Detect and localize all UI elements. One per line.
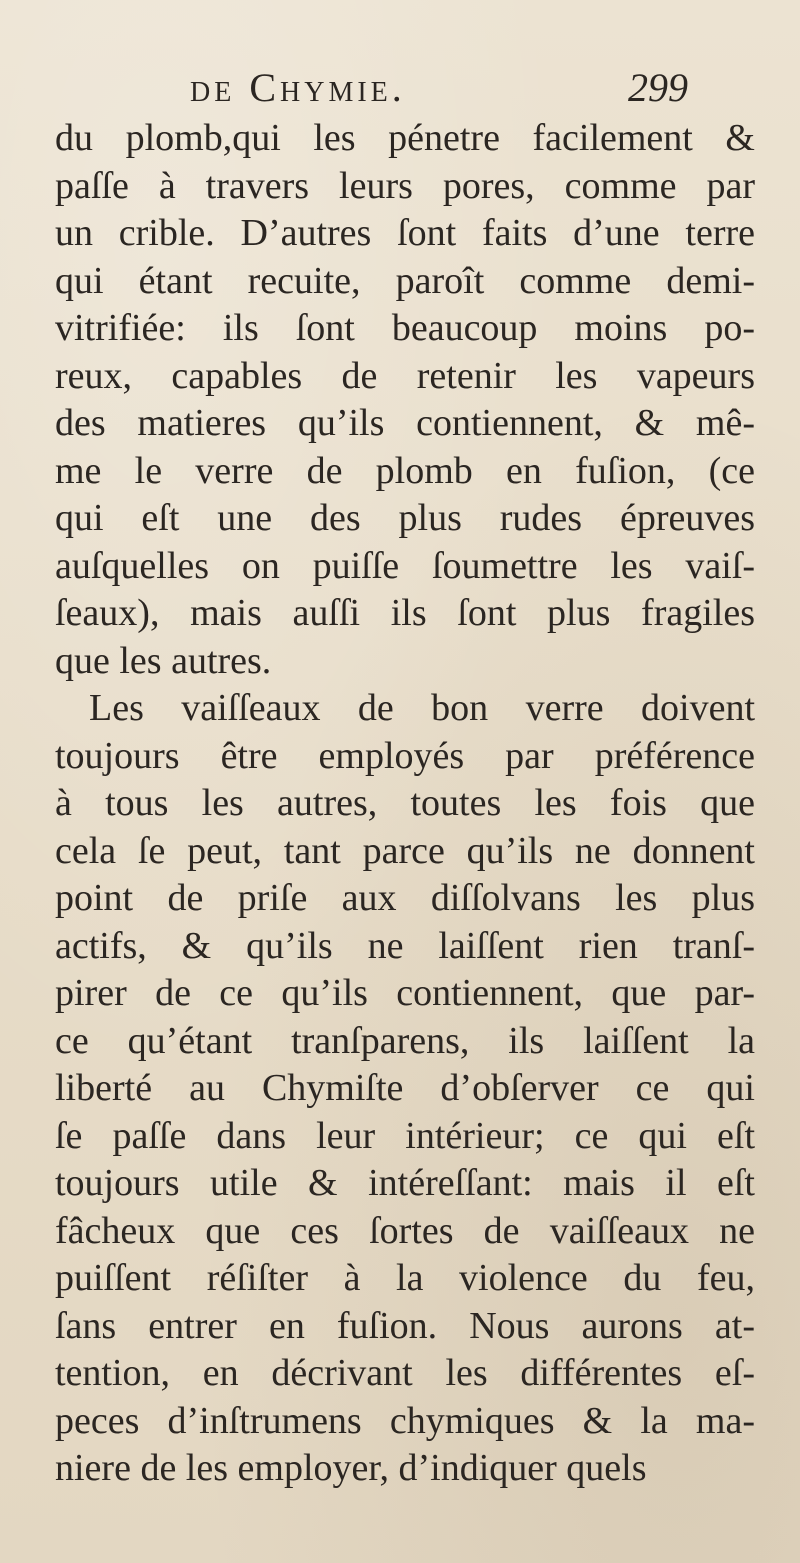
- text-line: vitrifiée: ils ſont beaucoup moins po-: [55, 307, 755, 349]
- paragraph-end-line: que les autres.: [55, 639, 272, 682]
- text-line: toujours utile & intéreſſant: mais il eſt: [55, 1162, 755, 1204]
- paragraph-start-line: Les vaiſſeaux de bon verre doivent: [89, 687, 755, 729]
- text-line: ſe paſſe dans leur intérieur; ce qui eſt: [55, 1114, 755, 1157]
- body-text: [55, 115, 755, 1493]
- running-head: de Chymie.: [190, 65, 406, 110]
- text-line: paſſe à travers leurs pores, comme par: [55, 164, 755, 207]
- text-line: auſquelles on puiſſe ſoumettre les vaiſ-: [55, 544, 755, 587]
- text-line: fâcheux que ces ſortes de vaiſſeaux ne: [55, 1209, 755, 1252]
- page-number: 299: [628, 65, 688, 110]
- text-line: ſans entrer en fuſion. Nous aurons at-: [55, 1304, 755, 1347]
- text-line: à tous les autres, toutes les fois que: [55, 782, 755, 824]
- text-line: qui étant recuite, paroît comme demi-: [55, 259, 755, 302]
- text-line: niere de les employer, d’indiquer quels: [55, 1447, 647, 1489]
- text-line: toujours être employés par préférence: [55, 734, 755, 777]
- text-line: pirer de ce qu’ils contiennent, que par-: [55, 972, 755, 1014]
- text-line: me le verre de plomb en fuſion, (ce: [55, 449, 755, 492]
- text-line: tention, en décrivant les différentes eſ-: [55, 1352, 755, 1394]
- text-line: reux, capables de retenir les vapeurs: [55, 354, 755, 397]
- text-line: ce qu’étant tranſparens, ils laiſſent la: [55, 1019, 755, 1062]
- text-line: ſeaux), mais auſſi ils ſont plus fragiles: [55, 592, 755, 634]
- text-line: un crible. D’autres ſont faits d’une terre: [55, 212, 755, 254]
- page-header: [190, 58, 750, 118]
- text-line: actifs, & qu’ils ne laiſſent rien tranſ-: [55, 924, 755, 967]
- text-line: point de priſe aux diſſolvans les plus: [55, 877, 755, 919]
- text-line: du plomb,qui les pénetre facilement &: [55, 117, 755, 159]
- text-line: cela ſe peut, tant parce qu’ils ne donnent: [55, 829, 755, 872]
- text-line: puiſſent réſiſter à la violence du feu,: [55, 1257, 755, 1299]
- text-line: peces d’inſtrumens chymiques & la ma-: [55, 1399, 755, 1442]
- text-line: liberté au Chymiſte d’obſerver ce qui: [55, 1067, 755, 1109]
- text-line: des matieres qu’ils contiennent, & mê-: [55, 402, 755, 444]
- text-line: qui eſt une des plus rudes épreuves: [55, 497, 755, 539]
